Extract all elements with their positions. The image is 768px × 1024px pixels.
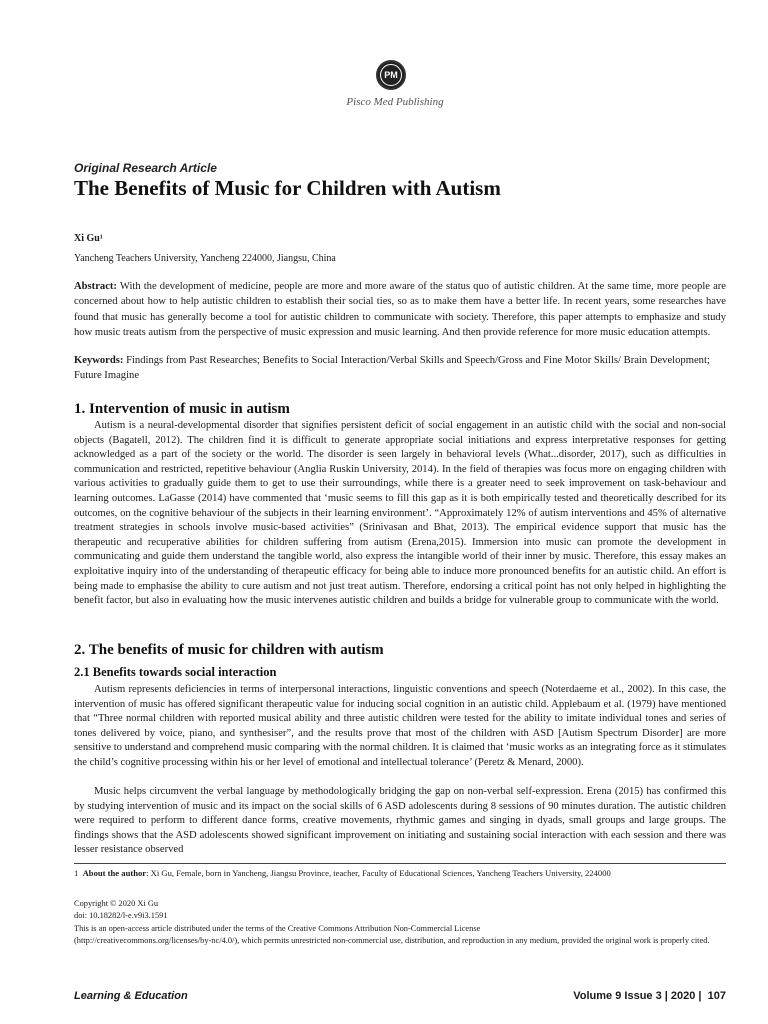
keywords-label: Keywords: <box>74 355 124 366</box>
section-2-1-paragraph-2: Music helps circumvent the verbal language by methodologically bridging the gap on non-verbal self-expression. Erena (2015) has confirmed this by studying intervention of music and its impact on the social skills of 6 ASD adolescents during 8 sessions of 90 minutes duration. The autistic children were required to perform to different dance forms, creative movements, rhythmic games and singing in dyads, small groups and large groups. The findings shows that the ASD adolescents showed significant improvement on initiating and sustaining social interaction with each session and there was lesser resistance observed <box>74 786 726 856</box>
pm-badge-icon <box>376 60 406 90</box>
copyright-line: Copyright © 2020 Xi Gu <box>74 899 159 908</box>
section-2-1-heading: 2.1 Benefits towards social interaction <box>74 665 277 679</box>
abstract <box>74 279 726 340</box>
footnote <box>74 868 726 878</box>
keywords-text: Findings from Past Researches; Benefits to Social Interaction/Verbal Skills and Speech/Gross and Fine Motor Skills/ Brain Development; Future Imagine <box>74 355 710 382</box>
page-number: 107 <box>707 990 726 1002</box>
footnote-divider <box>74 863 726 864</box>
keywords <box>74 353 726 384</box>
section-1-paragraph: Autism is a neural-developmental disorder that signifies persistent deficit of social engagement in an autistic child with the social and non-social objects (Bagatell, 2012). The children find it is difficult to generate appropriate social initiations and express interpretative responses for getting acknowledged as a part of the society or the world. The disorder is seen largely in behavioral levels (What...disorder, 2017), such as difficulties in communication and restricted, repetitive behaviour (Anglia Ruskin University, 2014). In the field of therapies was focus more on engaging children with various activities to gradually guide them to get to use their surroundings, while there is a greater need to seek improvement on task-behaviour and learning outcomes. LaGasse (2014) have commented that ‘music seems to fill this gap as it is both empirically tested and theoretically described for its outcomes, on the cognitive behaviour of the subjects in their learning environment’. “Approximately 12% of autism interventions and 45% of alternative treatment strategies in schools involve music-based activities” (Srinivasan and Bhat, 2013). The empirical evidence support that music has the therapeutic and recuperative abilities for children suffering from autism (Erena,2015). Immersion into music can promote the development in communicating and guide them understand the tangible world, also express the intangible world of their inner by music. Therefore, this essay makes an exploitative inquiry into of the understanding of therapeutic efficacy for being able to induce more pronounced benefits for an autistic child. An effort is being made to emphasise the ability to cure autism and not just treat autism. Therefore, endorsing a critical point has not only helped in highlighting the benefit factor, but also in evaluating how the music intervenes autistic children and builds a bridge for vulnerable group to communicate with the world. <box>74 420 726 607</box>
author-affiliation: Yancheng Teachers University, Yancheng 224000, Jiangsu, China <box>74 253 336 264</box>
copyright-block <box>74 898 726 947</box>
footnote-label: About the author <box>82 868 147 878</box>
pm-letters: PM <box>380 64 402 86</box>
footnote-text: : Xi Gu, Female, born in Yancheng, Jiangsu Province, teacher, Faculty of Educational Sciences, Yancheng Teachers University, 224000 <box>146 868 611 878</box>
doi-line: doi: 10.18282/l-e.v9i3.1591 <box>74 911 168 921</box>
footnote-marker: 1 <box>74 868 79 878</box>
author-name: Xi Gu¹ <box>74 233 103 244</box>
abstract-text: With the development of medicine, people are more and more aware of the status quo of autistic children. At the same time, more people are concerned about how to help autistic children to establish their social ties, so as to make them have a better life. In recent years, some researches have found that music has generally become a tool for autistic children to communicate with society. Therefore, this paper attempts to emphasize and study how music treats autism from the perspective of music expression and music learning. And then provide reference for more music education attempts. <box>74 281 726 338</box>
article-type: Original Research Article <box>74 161 217 175</box>
issue-text: Volume 9 Issue 3 | 2020 | <box>573 990 702 1002</box>
section-2-heading: 2. The benefits of music for children with autism <box>74 642 384 658</box>
article-title: The Benefits of Music for Children with Autism <box>74 176 501 200</box>
journal-name: Learning & Education <box>74 990 188 1002</box>
license-url-line: (http://creativecommons.org/licenses/by-nc/4.0/), which permits unrestricted non-commercial use, distribution, and reproduction in any medium, provided the original work is properly cited. <box>74 935 710 945</box>
publisher-name: Pisco Med Publishing <box>346 96 444 108</box>
section-1-heading: 1. Intervention of music in autism <box>74 401 290 417</box>
abstract-label: Abstract: <box>74 281 117 292</box>
license-line: This is an open-access article distributed under the terms of the Creative Commons Attribution Non-Commercial License <box>74 923 481 933</box>
issue-info <box>573 990 726 1002</box>
section-2-1-paragraph-1: Autism represents deficiencies in terms of interpersonal interactions, linguistic conventions and speech (Noterdaeme et al., 2002). In this case, the intervention of music has offered significant therapeutic value for inducing social cognition in an autistic child. Applebaum et al. (1979) have mentioned that “Three normal children with reported musical ability and three autistic children were tested for the ability to imitate individual tones and series of tones delivered by voice, piano, and synthesiser”, and the results prove that most of the children with ASD [Autism Spectrum Disorder] are more sensitive to understand and comprehend music comparing with the normal children. It is claimed that ‘music works as an integrating force as it stimulates the child’s cognitive processing within his or her level of emotional and intellectual tolerance’ (Peretz & Menard, 2000). <box>74 684 726 768</box>
publisher-logo <box>330 60 460 116</box>
